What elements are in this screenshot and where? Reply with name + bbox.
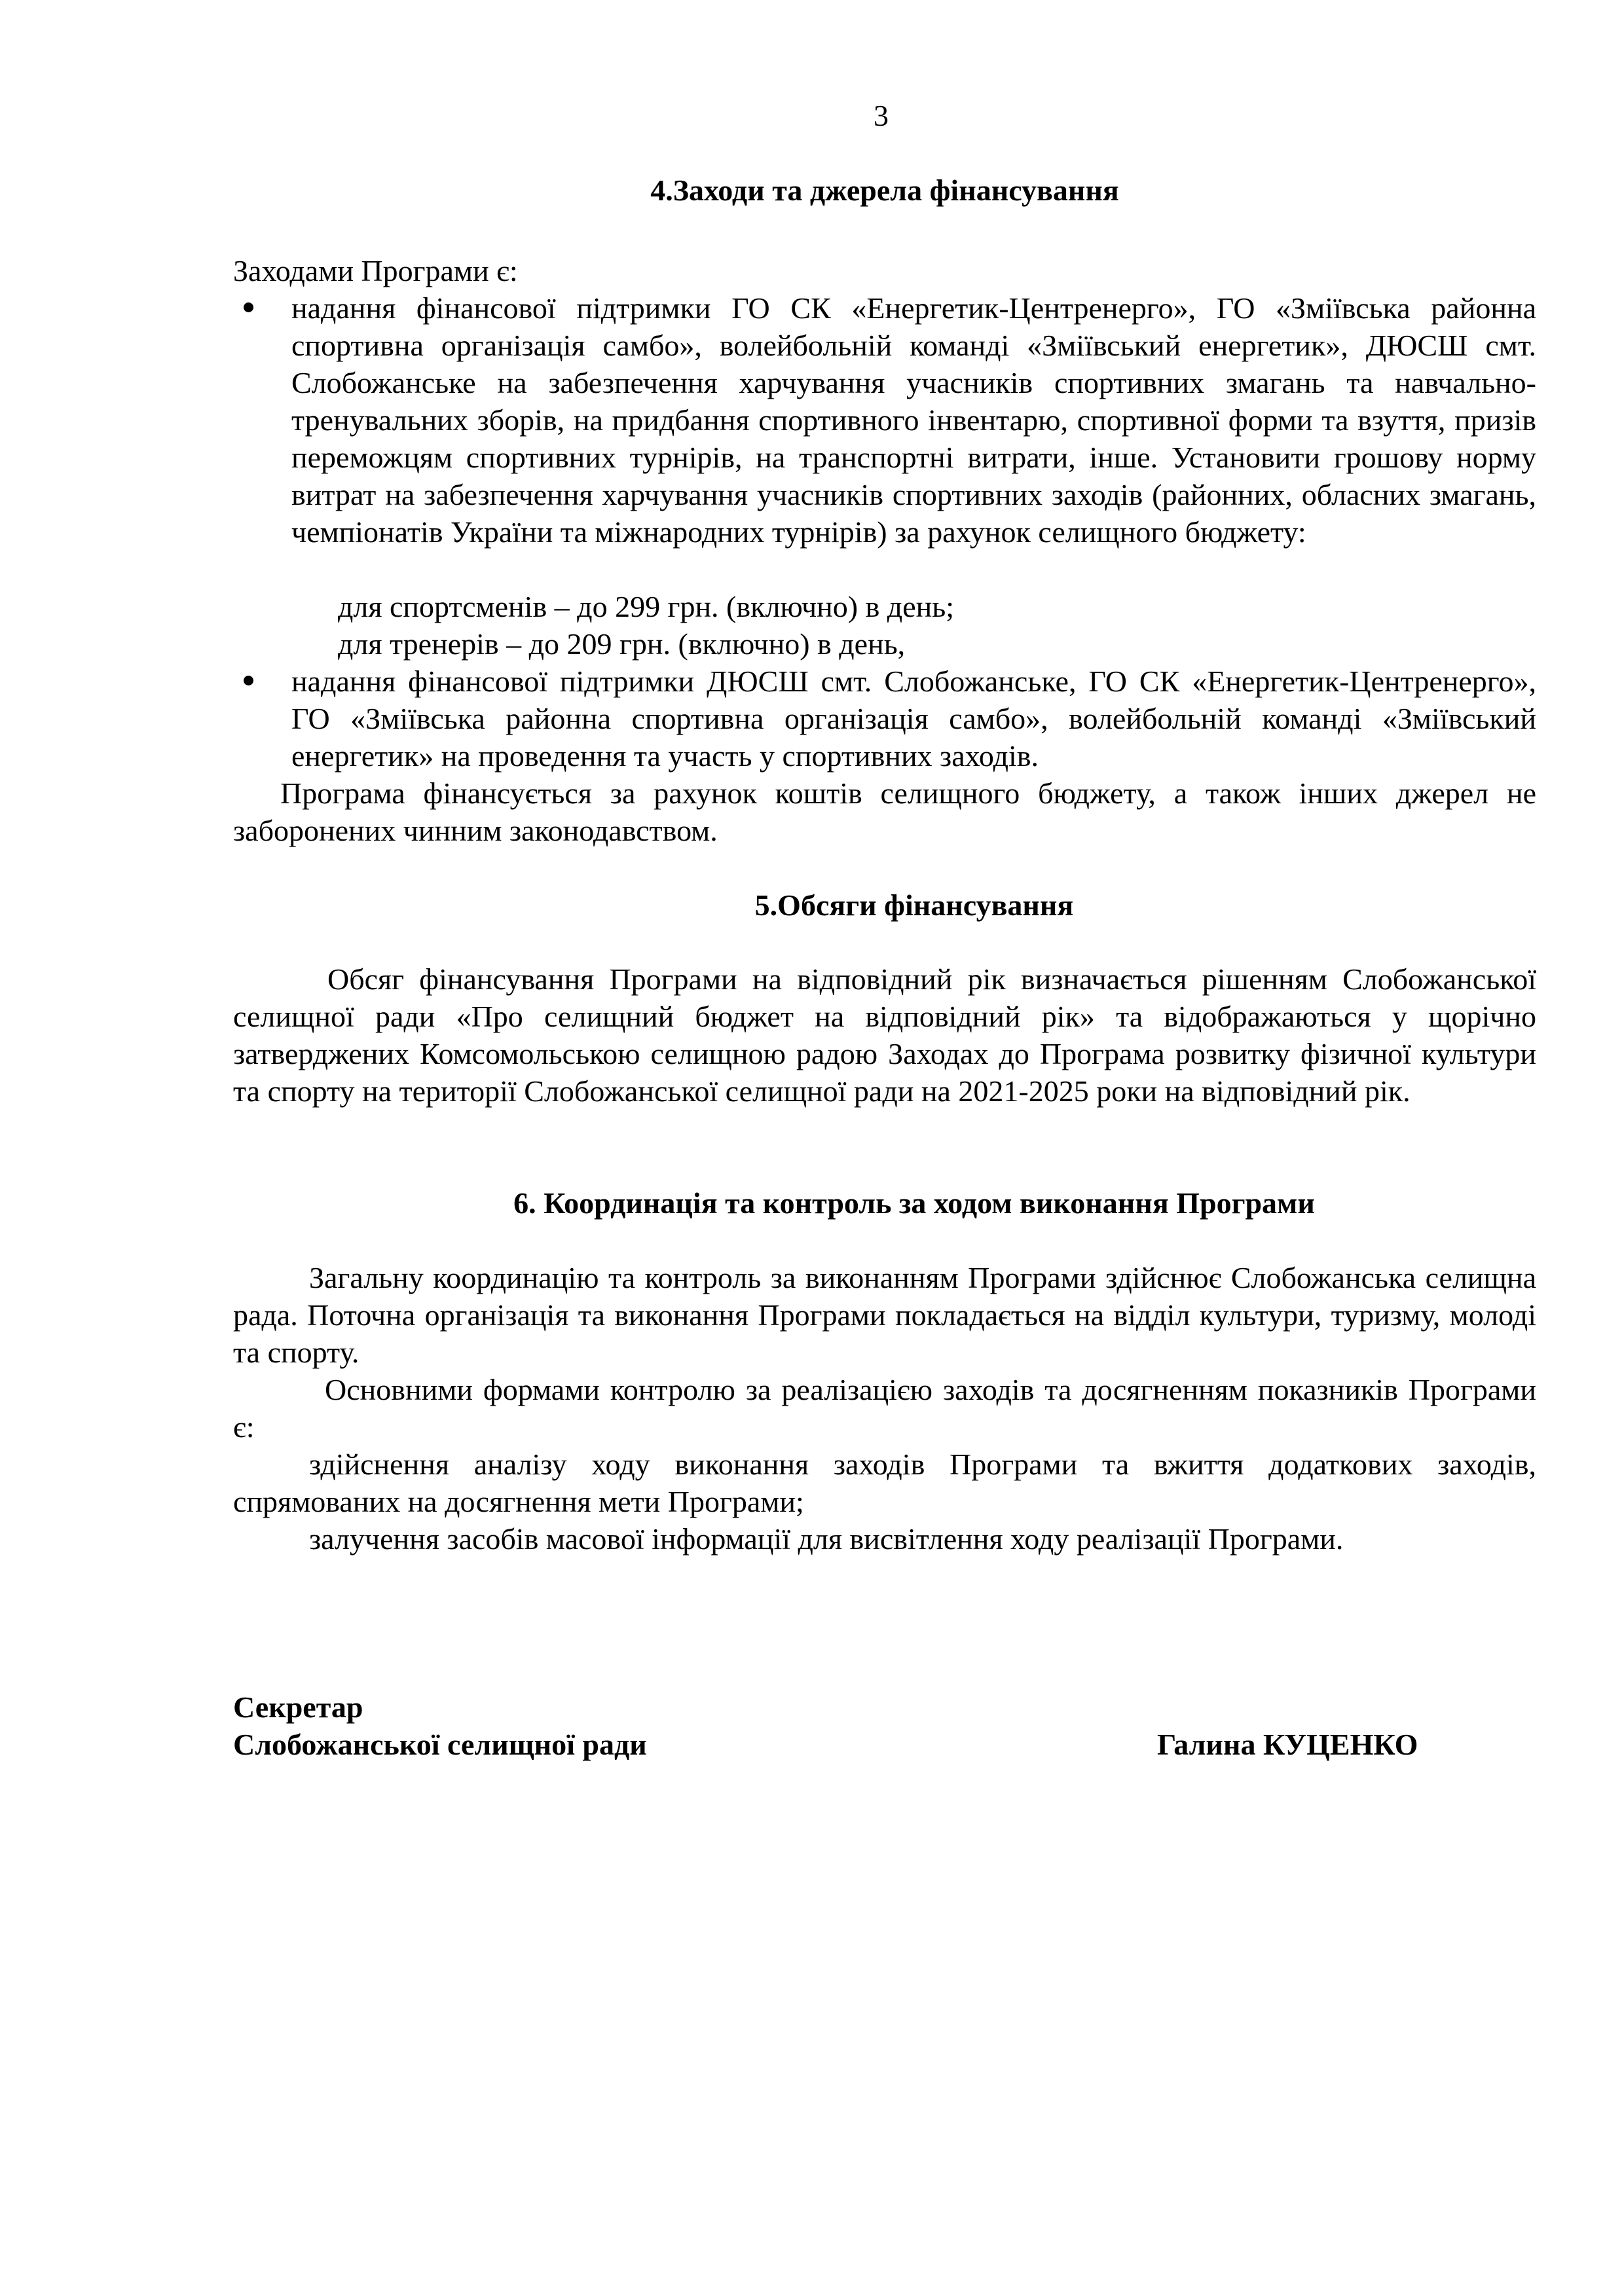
page-number: 3 <box>874 99 889 132</box>
bullet-icon <box>244 676 253 685</box>
signature-name: Галина КУЦЕНКО <box>1157 1728 1418 1761</box>
bullet-2-text: надання фінансової підтримки ДЮСШ смт. Слобожанське, ГО СК «Енергетик-Центренерго», ГО «Зміївська районна спортивна організація самбо», волейбольній команді «Зміївський енергетик» на проведення та участь у спортивних заходів. <box>291 665 1536 773</box>
signature-title-line-1: Секретар <box>233 1690 363 1724</box>
section-6-paragraph-2: Основними формами контролю за реалізацією заходів та досягненням показників Програми є: <box>233 1373 1536 1444</box>
norm-coaches: для тренерів – до 209 грн. (включно) в день, <box>338 627 906 661</box>
signature-block <box>233 1688 1536 1763</box>
section-5-heading: 5.Обсяги фінансування <box>754 888 1074 922</box>
section-4-intro: Заходами Програми є: <box>233 254 518 287</box>
bullet-1-text: надання фінансової підтримки ГО СК «Енергетик-Центренерго», ГО «Зміївська районна спортивна організація самбо», волейбольній команді «Зміївський енергетик», ДЮСШ смт. Слобожанське на забезпечення харчування учасників спортивних змагань та навчально-тренувальних зборів, на придбання спортивного інвентарю, спортивної форми та взуття, призів переможцям спортивних турнірів, на транспортні витрати, інше. Установити грошову норму витрат на забезпечення харчування учасників спортивних заходів (районних, обласних змагань, чемпіонатів України та міжнародних турнірів) за рахунок селищного бюджету: <box>291 291 1536 549</box>
section-6-paragraph-3: здійснення аналізу ходу виконання заходів Програми та вжиття додаткових заходів, спрямованих на досягнення мети Програми; <box>233 1448 1536 1518</box>
section-6-paragraph-4: залучення засобів масової інформації для висвітлення ходу реалізації Програми. <box>309 1522 1344 1556</box>
list-item-bullet-1 <box>233 289 1536 551</box>
bullet-icon <box>244 302 253 312</box>
list-item-bullet-2 <box>233 663 1536 774</box>
funding-line-2: заборонених чинним законодавством. <box>233 814 718 847</box>
section-4-heading: 4.Заходи та джерела фінансування <box>650 173 1119 207</box>
section-6-heading: 6. Координація та контроль за ходом виконання Програми <box>513 1186 1315 1220</box>
section-5-text: Обсяг фінансування Програми на відповідний рік визначається рішенням Слобожанської селищної ради «Про селищний бюджет на відповідний рік» та відображаються у щорічно затверджених Комсомольською селищною радою Заходах до Програма розвитку фізичної культури та спорту на території Слобожанської селищної ради на 2021-2025 роки на відповідний рік. <box>233 962 1536 1108</box>
signature-title-line-2: Слобожанської селищної ради <box>233 1728 647 1761</box>
norm-athletes: для спортсменів – до 299 грн. (включно) в день; <box>338 590 955 623</box>
section-6-paragraph-1: Загальну координацію та контроль за виконанням Програми здійснює Слобожанська селищна рада. Поточна організація та виконання Програми покладається на відділ культури, туризму, молоді та спорту. <box>233 1261 1536 1369</box>
funding-line-1: Програма фінансується за рахунок коштів селищного бюджету, а також інших джерел не <box>280 776 1536 810</box>
